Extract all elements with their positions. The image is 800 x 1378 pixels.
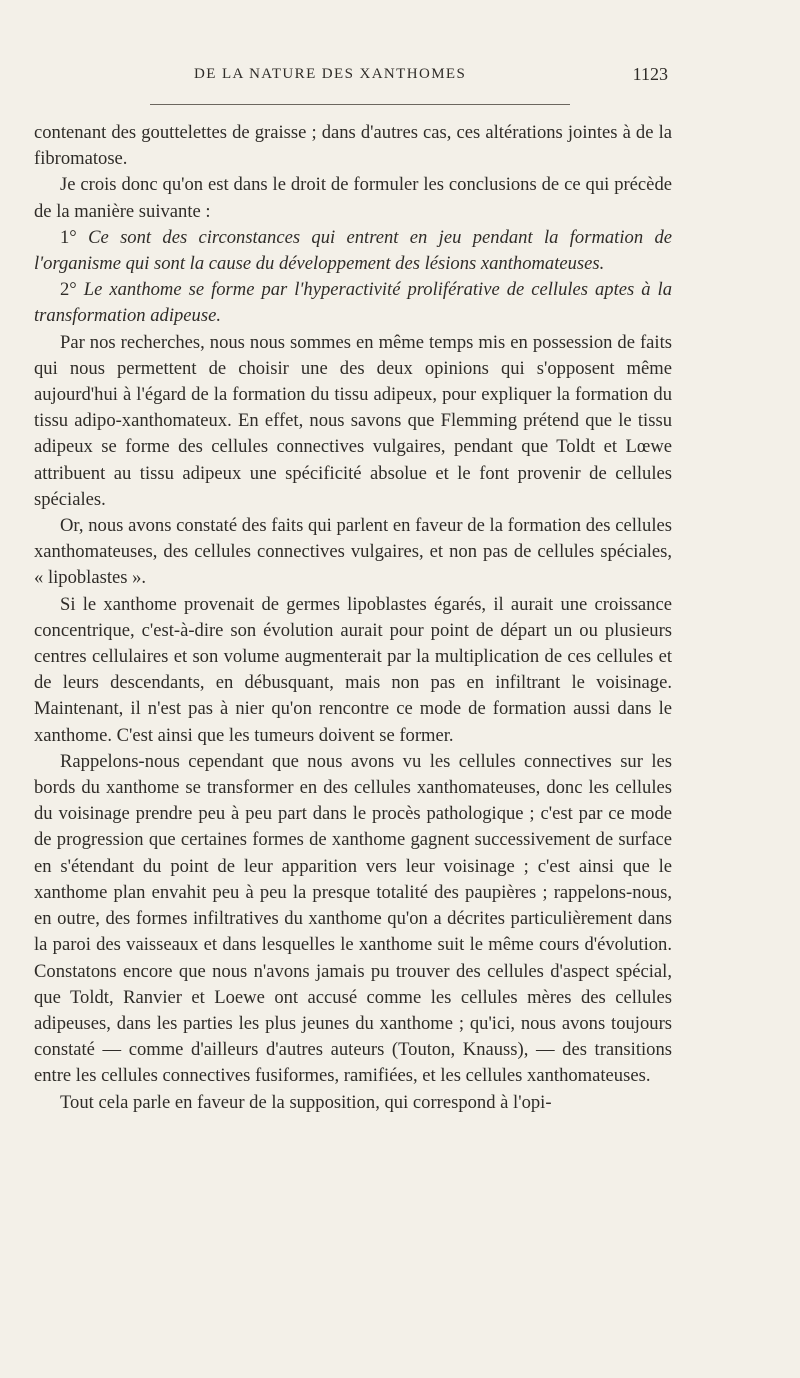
paragraph-6: Rappelons-nous cependant que nous avons vu les cellules connectives sur les bords du xanthome se transformer en des cellules xanthomateuses, donc les cellules du voisinage prendre peu à peu part dans le procès pathologique ; c'est par ce mode de progression que certaines formes de xanthome gagnent successivement de surface en s'étendant du point de leur apparition vers leur voisinage ; c'est ainsi que le xanthome plan envahit peu à peu la presque totalité des paupières ; rappelons-nous, en outre, des formes infiltratives du xanthome qu'on a décrites particulièrement dans la paroi des vaisseaux et dans lesquelles le xanthome suit le même cours d'évolution. Constatons encore que nous n'avons jamais pu trouver des cellules d'aspect spécial, que Toldt, Ranvier et Loewe ont accusé comme les cellules mères des cellules adipeuses, dans les parties les plus jeunes du xanthome ; qu'ici, nous avons toujours constaté — comme d'ailleurs d'autres auteurs (Touton, Knauss), — des transitions entre les cellules connectives fusiformes, ramifiées, et les cellules xanthomateuses. (34, 750, 672, 1087)
paragraph-7: Tout cela parle en faveur de la supposition, qui correspond à l'opi- (60, 1091, 552, 1113)
header-rule (150, 104, 570, 105)
conclusion-2-text: Le xanthome se forme par l'hyperactivité proliférative de cellules aptes à la transformation adipeuse. (34, 279, 673, 327)
paragraph-4: Or, nous avons constaté des faits qui parlent en faveur de la formation des cellules xanthomateuses, des cellules connectives vulgaires, et non pas de cellules spéciales, « lipoblastes ». (34, 515, 672, 589)
paragraph-5: Si le xanthome provenait de germes lipoblastes égarés, il aurait une croissance concentrique, c'est-à-dire son évolution aurait pour point de départ un ou plusieurs centres cellulaires et son volume augmenterait par la multiplication de ces cellules et de leurs descendants, en débusquant, mais non pas en infiltrant le voisinage. Maintenant, il n'est pas à nier qu'on rencontre ce mode de formation aussi dans le xanthome. C'est ainsi que les tumeurs doivent se former. (34, 593, 672, 746)
paragraph-1: contenant des gouttelettes de graisse ; dans d'autres cas, ces altérations jointes à de la fibromatose. (34, 122, 672, 170)
conclusion-2-number: 2° (60, 279, 77, 301)
body-text (34, 120, 672, 1116)
running-title: DE LA NATURE DES XANTHOMES (194, 66, 467, 82)
conclusion-1-number: 1° (60, 226, 77, 248)
conclusion-1-text: Ce sont des circonstances qui entrent en jeu pendant la formation de l'organisme qui sont la cause du développement des lésions xanthomateuses. (34, 226, 672, 275)
page-header (34, 62, 668, 92)
page-number: 1123 (632, 64, 668, 84)
conclusion-2 (34, 277, 672, 329)
paragraph-3: Par nos recherches, nous nous sommes en même temps mis en possession de faits qui nous permettent de choisir une des deux opinions qui s'opposent même aujourd'hui à l'égard de la formation du tissu adipeux, pour expliquer la formation du tissu adipo-xanthomateux. En effet, nous savons que Flemming prétend que le tissu adipeux se forme des cellules connectives vulgaires, pendant que Toldt et Lœwe attribuent au tissu adipeux une spécificité absolue et le font provenir de cellules spéciales. (34, 331, 672, 510)
paragraph-2: Je crois donc qu'on est dans le droit de formuler les conclusions de ce qui précède de la manière suivante : (34, 174, 672, 222)
conclusion-1 (34, 225, 672, 277)
